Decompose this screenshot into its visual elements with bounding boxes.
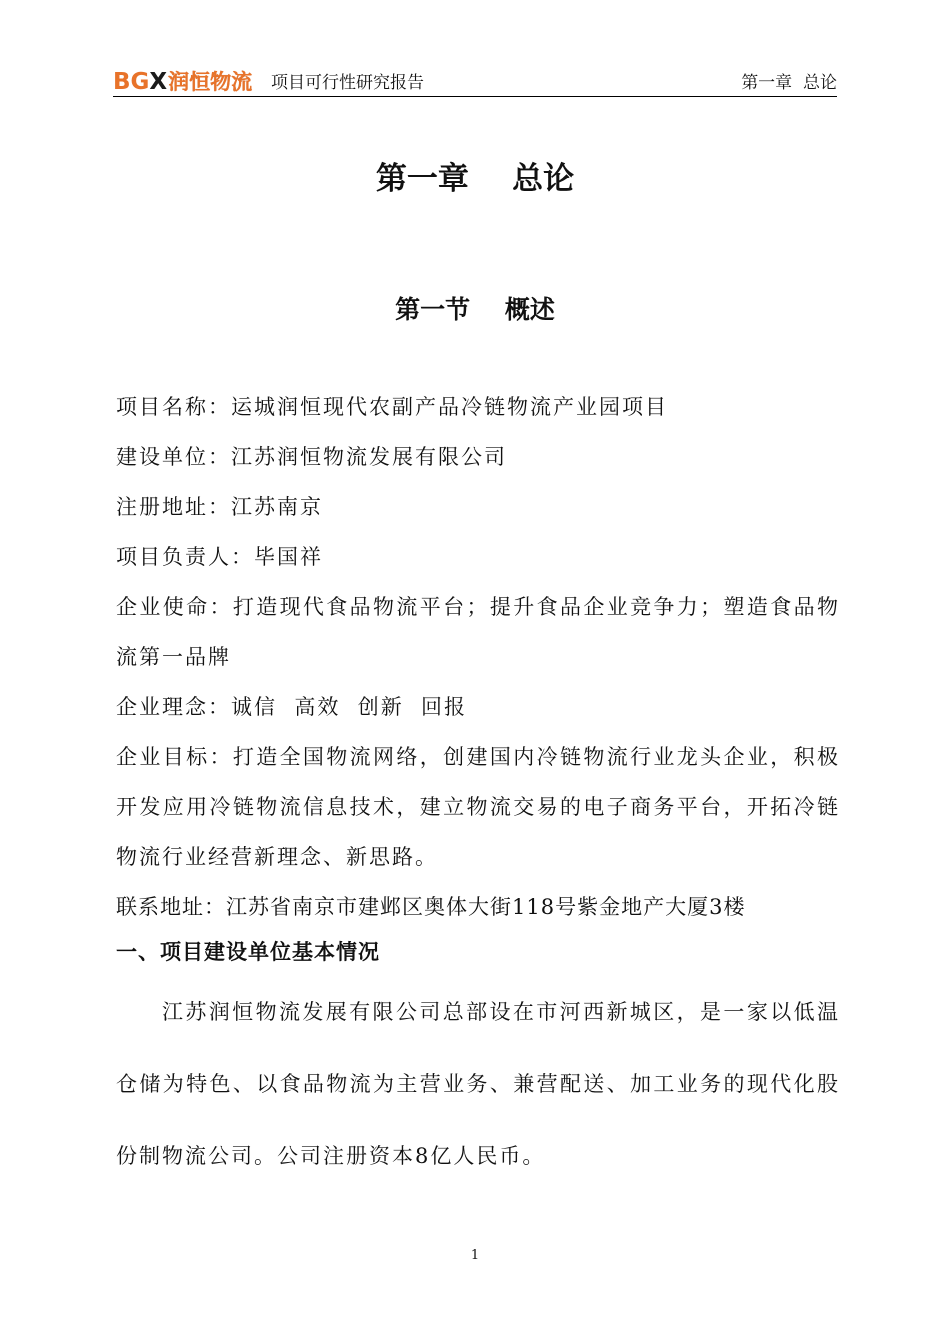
info-construction-unit: 建设单位：江苏润恒物流发展有限公司 xyxy=(116,445,507,469)
logo-letter-g: G xyxy=(130,69,150,95)
info-project-name: 项目名称：运城润恒现代农副产品冷链物流产业园项目 xyxy=(116,395,668,419)
logo-letter-x: X xyxy=(149,69,168,95)
info-project-leader: 项目负责人：毕国祥 xyxy=(116,545,323,569)
header-chapter-label: 第一章 总论 xyxy=(741,73,837,93)
logo-letter-b: B xyxy=(113,69,131,95)
page-header xyxy=(113,62,837,97)
project-info-list xyxy=(116,382,840,932)
company-overview-paragraph: 江苏润恒物流发展有限公司总部设在市河西新城区，是一家以低温仓储为特色、以食品物流为主营业务、兼营配送、加工业务的现代化股份制物流公司。公司注册资本8亿人民币。 xyxy=(116,1000,840,1168)
logo-letters xyxy=(113,69,167,95)
info-registered-address: 注册地址：江苏南京 xyxy=(116,495,323,519)
info-company-mission: 企业使命：打造现代食品物流平台；提升食品企业竞争力；塑造食品物流第一品牌 xyxy=(116,595,840,669)
header-document-title: 项目可行性研究报告 xyxy=(271,73,424,93)
chapter-title: 第一章 总论 xyxy=(375,161,575,197)
bgx-logo xyxy=(113,65,252,95)
page-number: 1 xyxy=(470,1248,480,1263)
info-company-philosophy: 企业理念：诚信 高效 创新 回报 xyxy=(116,695,468,719)
logo-chinese-name: 润恒物流 xyxy=(168,70,253,94)
info-contact-address: 联系地址：江苏省南京市建邺区奥体大街118号紫金地产大厦3楼 xyxy=(116,895,746,919)
section-title: 第一节 概述 xyxy=(395,295,555,324)
subsection-heading: 一、项目建设单位基本情况 xyxy=(116,940,380,964)
info-company-goal: 企业目标：打造全国物流网络，创建国内冷链物流行业龙头企业，积极开发应用冷链物流信息技术，建立物流交易的电子商务平台，开拓冷链物流行业经营新理念、新思路。 xyxy=(116,745,840,869)
